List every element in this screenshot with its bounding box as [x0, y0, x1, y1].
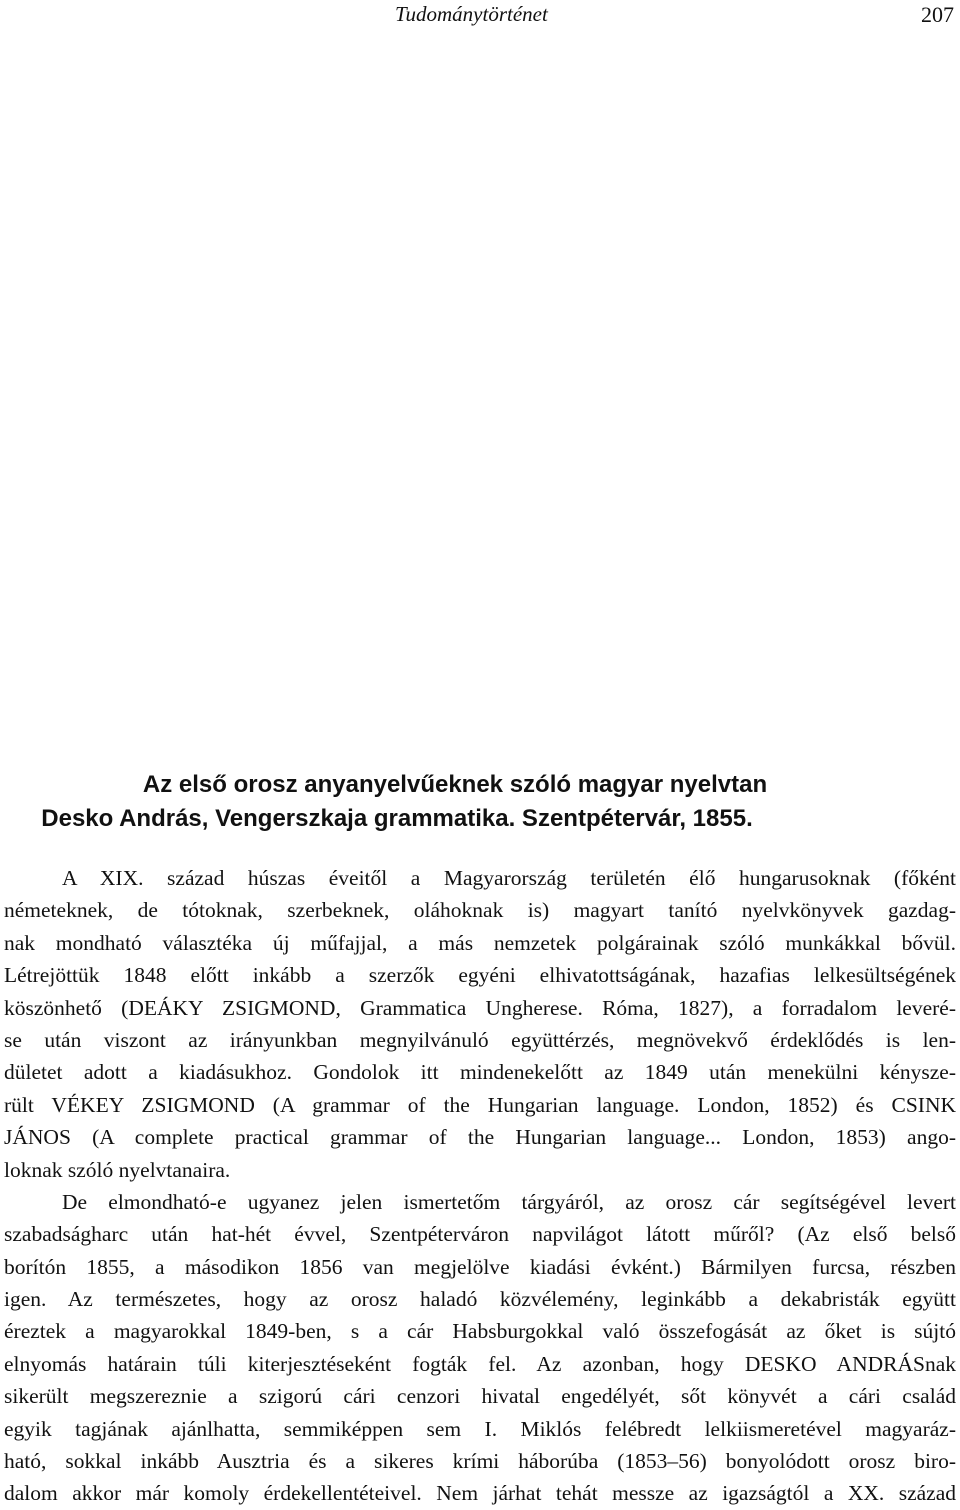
text-line: köszönhető (DEÁKY ZSIGMOND, Grammatica Ungherese. Róma, 1827), a forradalom leveré- [4, 995, 956, 1020]
text-line: rült VÉKEY ZSIGMOND (A grammar of the Hungarian language. London, 1852) és CSINK [4, 1092, 956, 1117]
text-line: elnyomás határain túli kiterjesztéseként fogták fel. Az azonban, hogy DESKO ANDRÁSnak [4, 1351, 956, 1376]
article-subtitle: Desko András, Vengerszkaja grammatika. Szentpétervár, 1855. [41, 805, 753, 832]
text-line: A XIX. század húszas éveitől a Magyarország területén élő hungarusoknak (főként [62, 866, 956, 890]
text-line: dalom akkor már komoly érdekellentéteivel. Nem járhat tehát messze az igazságtól a XX. század [4, 1481, 956, 1506]
text-line: ható, sokkal inkább Ausztria és a sikeres krími háborúba (1853–56) bonyolódott orosz biro- [4, 1449, 956, 1474]
text-line: nak mondható választéka új műfajjal, a más nemzetek polgárainak szóló munkákkal bővül. [4, 930, 956, 955]
text-line: sikerült megszereznie a szigorú cári cenzori hivatal engedélyét, sőt könyvét a cári család [4, 1384, 956, 1409]
page-number: 207 [921, 2, 954, 27]
text-line: szabadságharc után hat-hét évvel, Szentpéterváron napvilágot látott műről? (Az első belső [4, 1222, 956, 1247]
text-line: loknak szóló nyelvtanaira. [4, 1157, 231, 1182]
text-line: éreztek a magyarokkal 1849-ben, s a cár Habsburgokkal való összefogását az őket is sújtó [4, 1319, 956, 1344]
text-line: se után viszont az irányunkban megnyilvánuló együttérzés, megnövekvő érdeklődés is len- [4, 1027, 956, 1052]
running-title: Tudománytörténet [395, 2, 548, 26]
text-line: németeknek, de tótoknak, szerbeknek, oláhoknak is) magyart tanító nyelvkönyvek gazdag- [4, 898, 956, 923]
text-line: De elmondható-e ugyanez jelen ismertetőm tárgyáról, az orosz cár segítségével levert [62, 1189, 956, 1214]
article-title: Az első orosz anyanyelvűeknek szóló magyar nyelvtan [142, 771, 768, 798]
article-heading [0, 768, 960, 836]
running-header [0, 2, 960, 30]
text-line: Létrejöttük 1848 előtt inkább a szerzők egyéni elhivatottságának, hazafias lelkesültségének [4, 963, 956, 988]
text-line: borítón 1855, a másodikon 1856 van megjelölve kiadási évként.) Bármilyen furcsa, részben [4, 1254, 956, 1279]
body-text [4, 862, 956, 1510]
text-line: egyik tagjának ajánlhatta, semmiképpen sem I. Miklós felébredt lelkiismeretével magyaráz- [4, 1416, 956, 1441]
text-line: igen. Az természetes, hogy az orosz haladó közvélemény, leginkább a dekabristák együtt [4, 1287, 956, 1312]
text-line: dületet adott a kiadásukhoz. Gondolok itt mindenekelőtt az 1849 után menekülni kénysze- [4, 1060, 956, 1085]
text-line: JÁNOS (A complete practical grammar of the Hungarian language... London, 1853) ango- [4, 1125, 956, 1150]
